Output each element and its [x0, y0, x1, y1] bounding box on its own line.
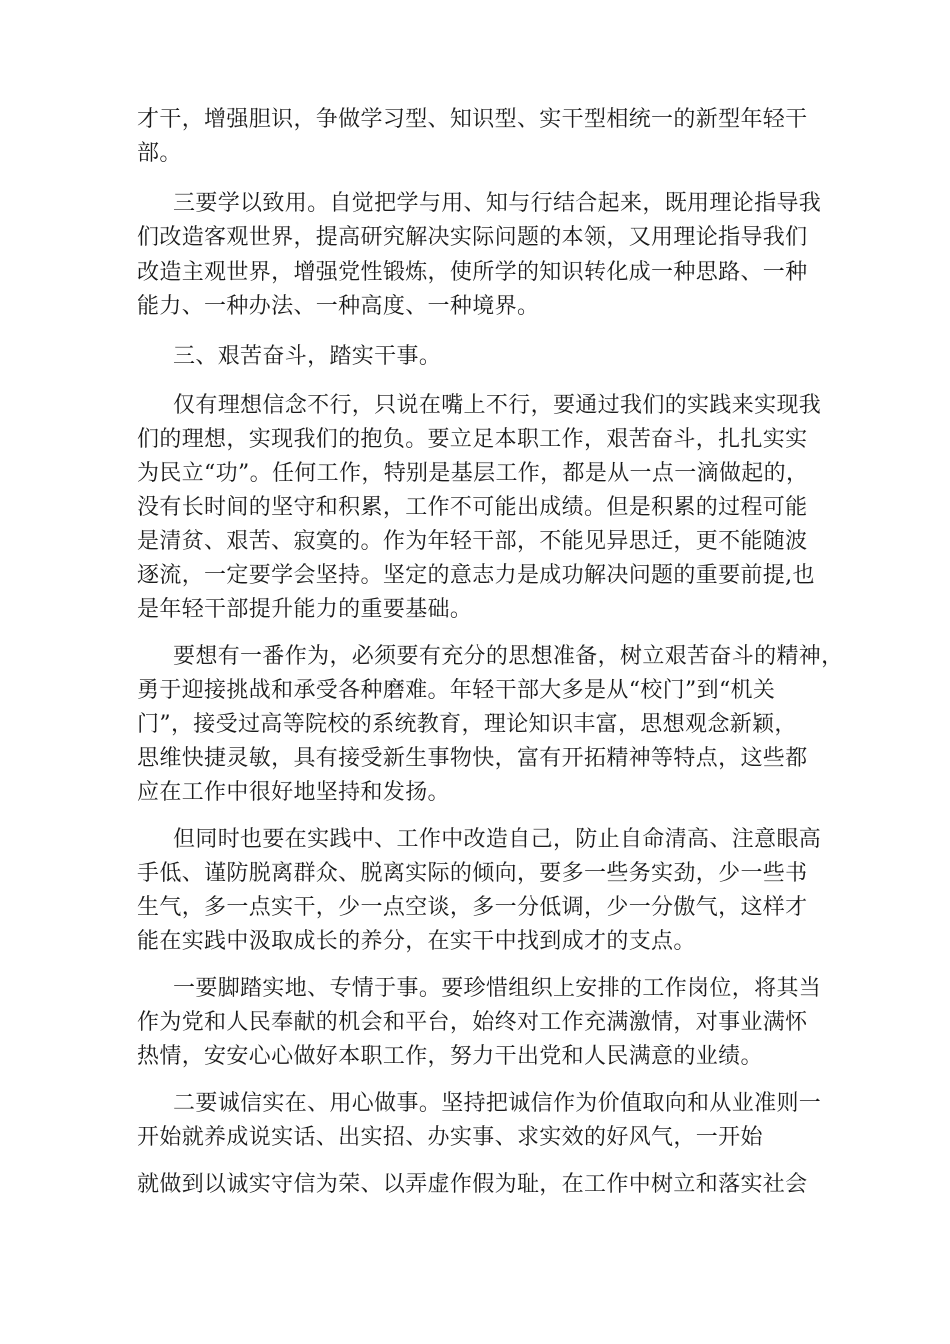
text-line: 部。 [137, 141, 182, 166]
paragraph-first-line: 一要脚踏实地、专情于事。要珍惜组织上安排的工作岗位，将其当 [173, 976, 822, 1001]
text-line: 门”，接受过高等院校的系统教育，理论知识丰富，思想观念新颖， [137, 712, 797, 737]
paragraph-first-line: 三要学以致用。自觉把学与用、知与行结合起来，既用理论指导我 [173, 191, 822, 216]
text-line: 们改造客观世界，提高研究解决实际问题的本领，又用理论指导我们 [137, 225, 808, 250]
text-line: 思维快捷灵敏，具有接受新生事物快，富有开拓精神等特点，这些都 [137, 746, 808, 771]
text-line: 才干，增强胆识，争做学习型、知识型、实干型相统一的新型年轻干 [137, 107, 808, 132]
text-line: 就做到以诚实守信为荣、以弄虚作假为耻，在工作中树立和落实社会 [137, 1172, 808, 1197]
text-line: 改造主观世界，增强党性锻炼，使所学的知识转化成一种思路、一种 [137, 260, 808, 285]
text-line: 能力、一种办法、一种高度、一种境界。 [137, 294, 540, 319]
text-line: 生气，多一点实干，少一点空谈，多一分低调，少一分傲气，这样才 [137, 895, 808, 920]
text-line: 开始就养成说实话、出实招、办实事、求实效的好风气，一开始 [137, 1125, 763, 1150]
text-line: 热情，安安心心做好本职工作，努力干出党和人民满意的业绩。 [137, 1044, 763, 1069]
paragraph-first-line: 仅有理想信念不行，只说在嘴上不行，要通过我们的实践来实现我 [173, 393, 822, 418]
paragraph-first-line: 二要诚信实在、用心做事。坚持把诚信作为价值取向和从业准则一 [173, 1091, 822, 1116]
text-line: 勇于迎接挑战和承受各种磨难。年轻干部大多是从“校门”到“机关 [137, 678, 776, 703]
text-line: 为民立“功”。任何工作，特别是基层工作，都是从一点一滴做起的， [137, 461, 809, 486]
text-line: 们的理想，实现我们的抱负。要立足本职工作，艰苦奋斗，扎扎实实 [137, 427, 808, 452]
text-line: 是清贫、艰苦、寂寞的。作为年轻干部，不能见异思迁，更不能随波 [137, 529, 808, 554]
paragraph-first-line: 要想有一番作为，必须要有充分的思想准备，树立艰苦奋斗的精神， [173, 644, 844, 669]
text-line: 手低、谨防脱离群众、脱离实际的倾向，要多一些务实劲，少一些书 [137, 861, 808, 886]
text-line: 没有长时间的坚守和积累，工作不可能出成绩。但是积累的过程可能 [137, 495, 808, 520]
text-line: 应在工作中很好地坚持和发扬。 [137, 780, 450, 805]
paragraph-first-line: 但同时也要在实践中、工作中改造自己，防止自命清高、注意眼高 [173, 827, 822, 852]
text-line: 作为党和人民奉献的机会和平台，始终对工作充满激情，对事业满怀 [137, 1010, 808, 1035]
text-line: 是年轻干部提升能力的重要基础。 [137, 597, 473, 622]
text-line: 能在实践中汲取成长的养分，在实干中找到成才的支点。 [137, 929, 696, 954]
section-heading: 三、艰苦奋斗，踏实干事。 [173, 344, 442, 369]
text-line: 逐流，一定要学会坚持。坚定的意志力是成功解决问题的重要前提,也 [137, 563, 815, 588]
